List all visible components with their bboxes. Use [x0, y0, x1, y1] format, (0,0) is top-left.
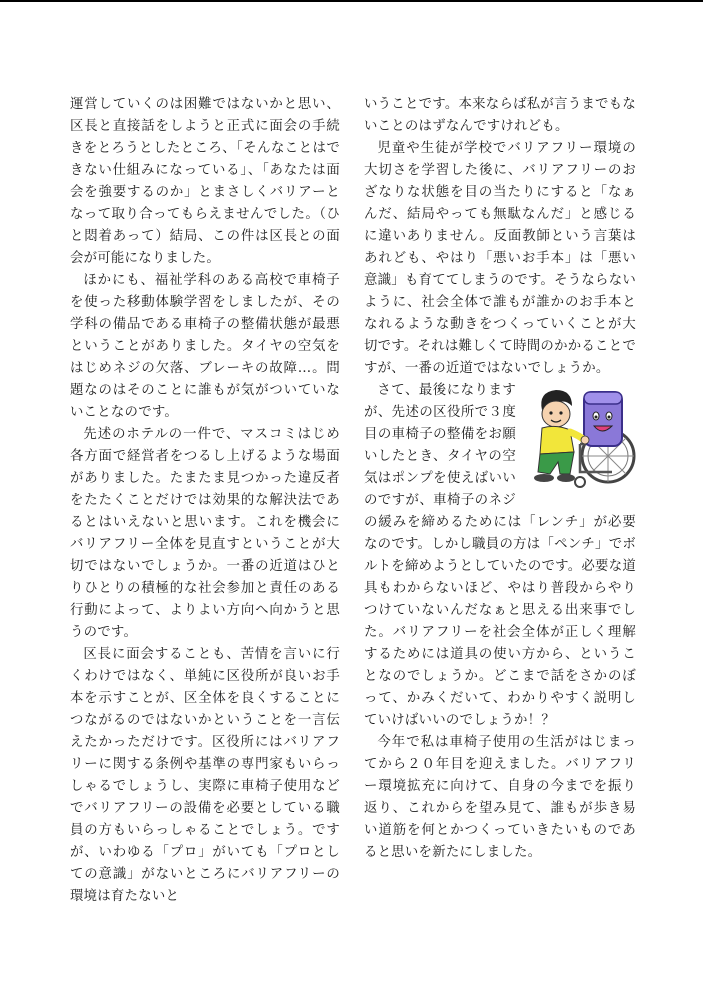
- top-border: [0, 0, 703, 2]
- paragraph: ほかにも、福祉学科のある高校で車椅子を使った移動体験学習をしましたが、その学科の備品である車椅子の整備状態が最悪ということがありました。タイヤの空気をはじめネジの欠落、ブレーキの故障…。問題なのはそのことに誰もが気がついていないことなのです。: [70, 273, 340, 420]
- paragraph: 運営していくのは困難ではないかと思い、区長と直接話をしようと正式に面会の手続きをとろうとしたところ、「そんなことはできない仕組みになっている」、「あなたは面会を強要するのか」とまさしくバリアーとなって取り合ってもらえませんでした。（ひと悶着あって）結局、この件は区長との面会が可能になりました。: [70, 97, 340, 266]
- paragraph: 児童や生徒が学校でバリアフリー環境の大切さを学習した後に、バリアフリーのおざなりな状態を目の当たりにすると「なぁんだ、結局やっても無駄なんだ」と感じるに違いありません。反面教師という言葉はあれども、やはり「悪いお手本」は「悪い意識」も育ててしまうのです。そうならないように、社会全体で誰もが誰かのお手本となれるような動きをつくっていくことが大切です。それは難しくて時間のかかることですが、一番の近道ではないでしょうか。: [364, 141, 636, 376]
- right-column: [364, 94, 636, 864]
- person-pants: [538, 452, 574, 474]
- paragraph: 今年で私は車椅子使用の生活がはじまってから２０年目を迎えました。バリアフリー環境拡充に向けて、自身の今までを振り返り、これからを望み見て、誰もが歩き易い道筋を何とかつくっていきたいものであると思いを新たにしました。: [364, 735, 636, 860]
- paragraph: 先述のホテルの一件で、マスコミはじめ各方面で経営者をつるし上げるような場面がありました。たまたま見つかった違反者をたたくことだけでは効果的な解決法であるとはいえないと思います。これを機会にバリアフリー全体を見直すということが大切ではないでしょうか。一番の近道はひとりひとりの積極的な社会参加と責任のある行動によって、よりよい方向へ向かうと思うのです。: [70, 427, 340, 640]
- paragraph: 区長に面会することも、苦情を言いに行くわけではなく、単純に区役所が良いお手本を示すことが、区全体を良くすることにつながるのではないかということを一言伝えたかっただけです。区役所にはバリアフリーに関する条例や基準の専門家もいらっしゃるでしょうし、実際に車椅子使用などでバリアフリーの設備を必要としている職員の方もいらっしゃることでしょう。ですが、いわゆる「プロ」がいても「プロとしての意識」がないところにバリアフリーの環境は育たないと: [70, 647, 340, 904]
- person-face: [542, 401, 570, 427]
- person-with-wheelchair-icon: [520, 382, 638, 490]
- left-column: [70, 94, 340, 908]
- paragraph: いうことです。本来ならば私が言うまでもないことのはずなんですけれども。: [364, 97, 636, 134]
- paragraph: さて、最後になりますが、先述の区役所で３度目の車椅子の整備をお願いしたとき、タイヤの空気はポンプを使えばいいのですが、車椅子のネジの緩みを締めるためには「レンチ」が必要なのです。しかし職員の方は「ペンチ」でボルトを締めようとしていたのです。必要な道具もわからないほど、やはり普段からやりつけていないんだなぁと思える出来事でした。バリアフリーを社会全体が正しく理解するためには道具の使い方から、ということなのでしょうか。どこまで話をさかのぼって、かみくだいて、わかりやすく説明していけばいいのでしょうか！？: [364, 383, 636, 728]
